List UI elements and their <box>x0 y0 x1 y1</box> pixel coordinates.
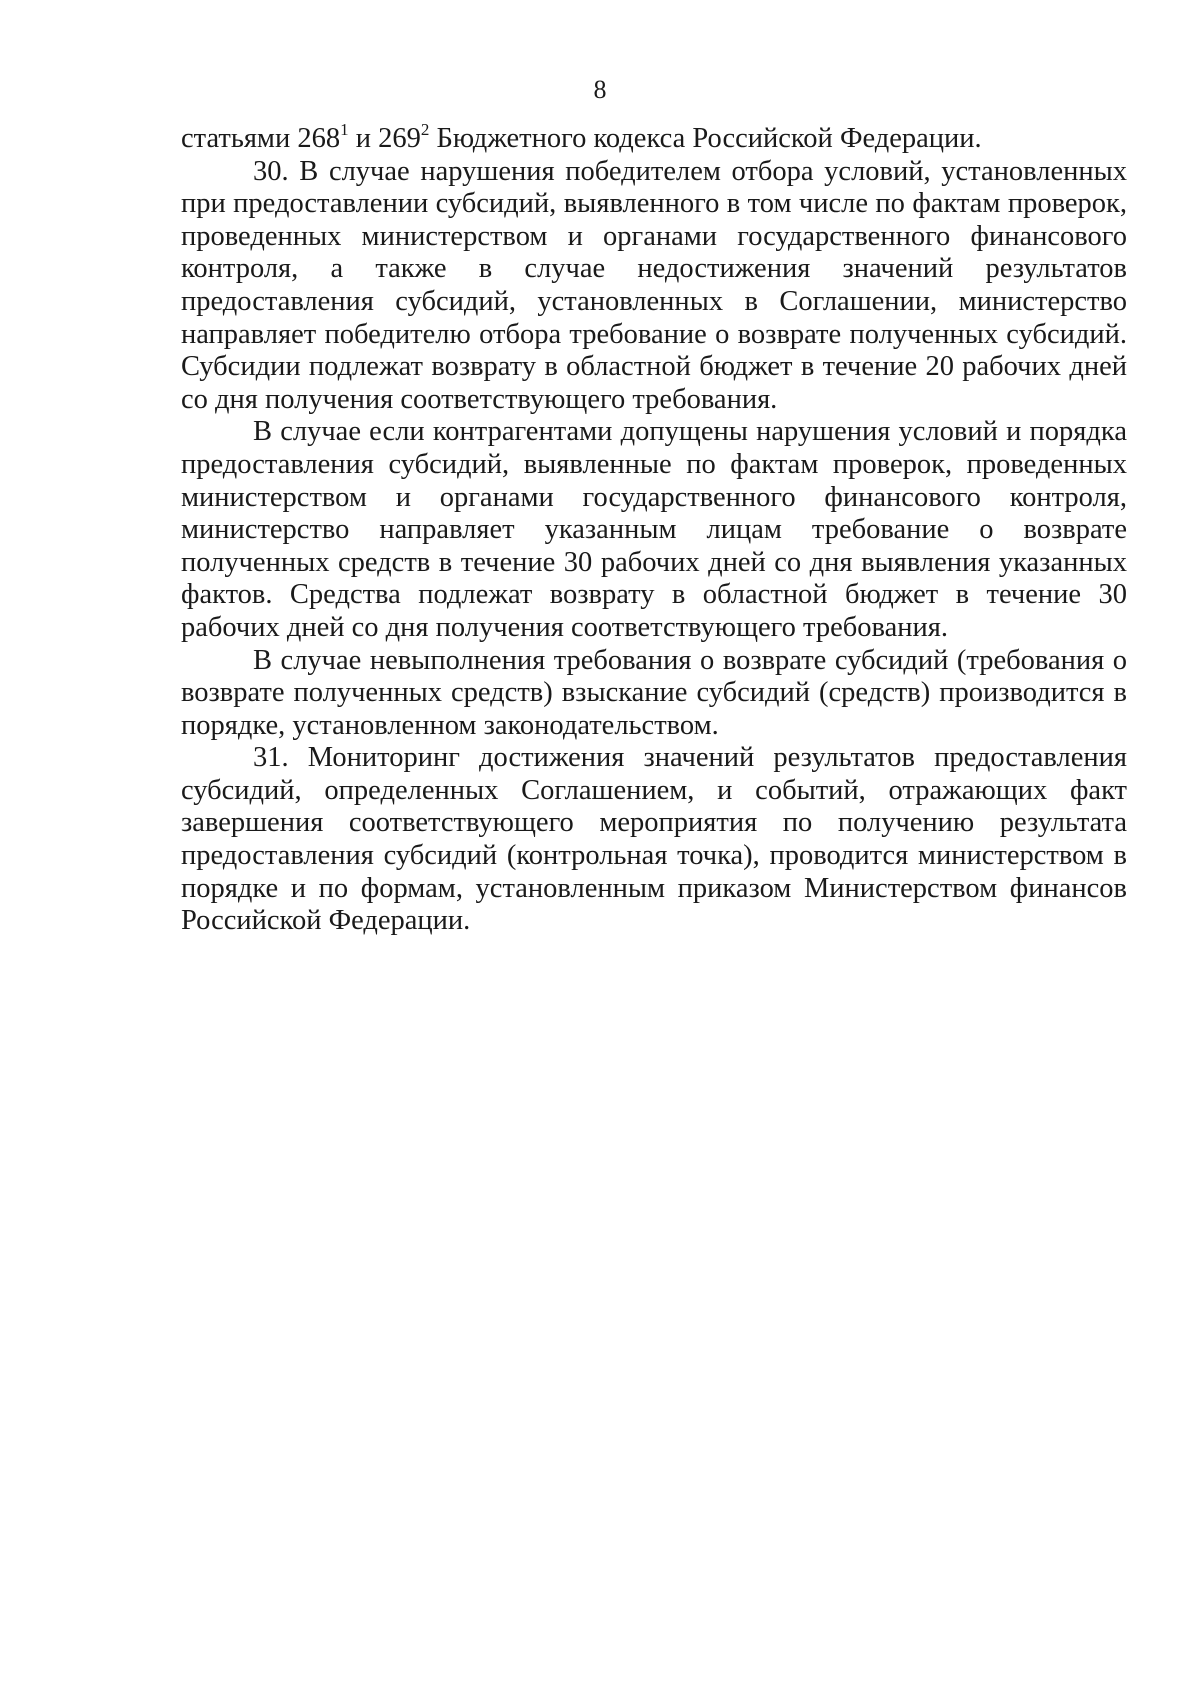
intro-middle: и 269 <box>348 123 421 154</box>
page-number: 8 <box>593 75 607 104</box>
intro-line <box>181 119 1127 156</box>
intro-superscript-1: 1 <box>340 119 349 139</box>
paragraph-30: 30. В случае нарушения победителем отбора условий, установленных при предоставлении субсидий, выявленного в том числе по фактам проверок, проведенных министерством и органами государственного финансового контроля, а также в случае недостижения значений результатов предоставления субсидий, установленных в Соглашении, министерство направляет победителю отбора требование о возврате полученных субсидий. Субсидии подлежат возврату в областной бюджет в течение 20 рабочих дней со дня получения соответствующего требования. <box>181 155 1127 415</box>
document-body <box>181 119 1127 938</box>
intro-superscript-2: 2 <box>420 119 430 139</box>
paragraph-recovery: В случае невыполнения требования о возврате субсидий (требования о возврате полученных средств) взыскание субсидий (средств) производится в порядке, установленном законодательством. <box>181 644 1127 741</box>
intro-suffix: Бюджетного кодекса Российской Федерации. <box>429 123 982 154</box>
intro-prefix: статьями 268 <box>181 123 341 154</box>
paragraph-contractors: В случае если контрагентами допущены нарушения условий и порядка предоставления субсидий, выявленные по фактам проверок, проведенных министерством и органами государственного финансового контроля, министерство направляет указанным лицам требование о возврате полученных средств в течение 30 рабочих дней со дня выявления указанных фактов. Средства подлежат возврату в областной бюджет в течение 30 рабочих дней со дня получения соответствующего требования. <box>181 416 1127 643</box>
paragraph-31: 31. Мониторинг достижения значений результатов предоставления субсидий, определенных Соглашением, и событий, отражающих факт завершения соответствующего мероприятия по получению результата предоставления субсидий (контрольная точка), проводится министерством в порядке и по формам, установленным приказом Министерством финансов Российской Федерации. <box>181 742 1127 937</box>
